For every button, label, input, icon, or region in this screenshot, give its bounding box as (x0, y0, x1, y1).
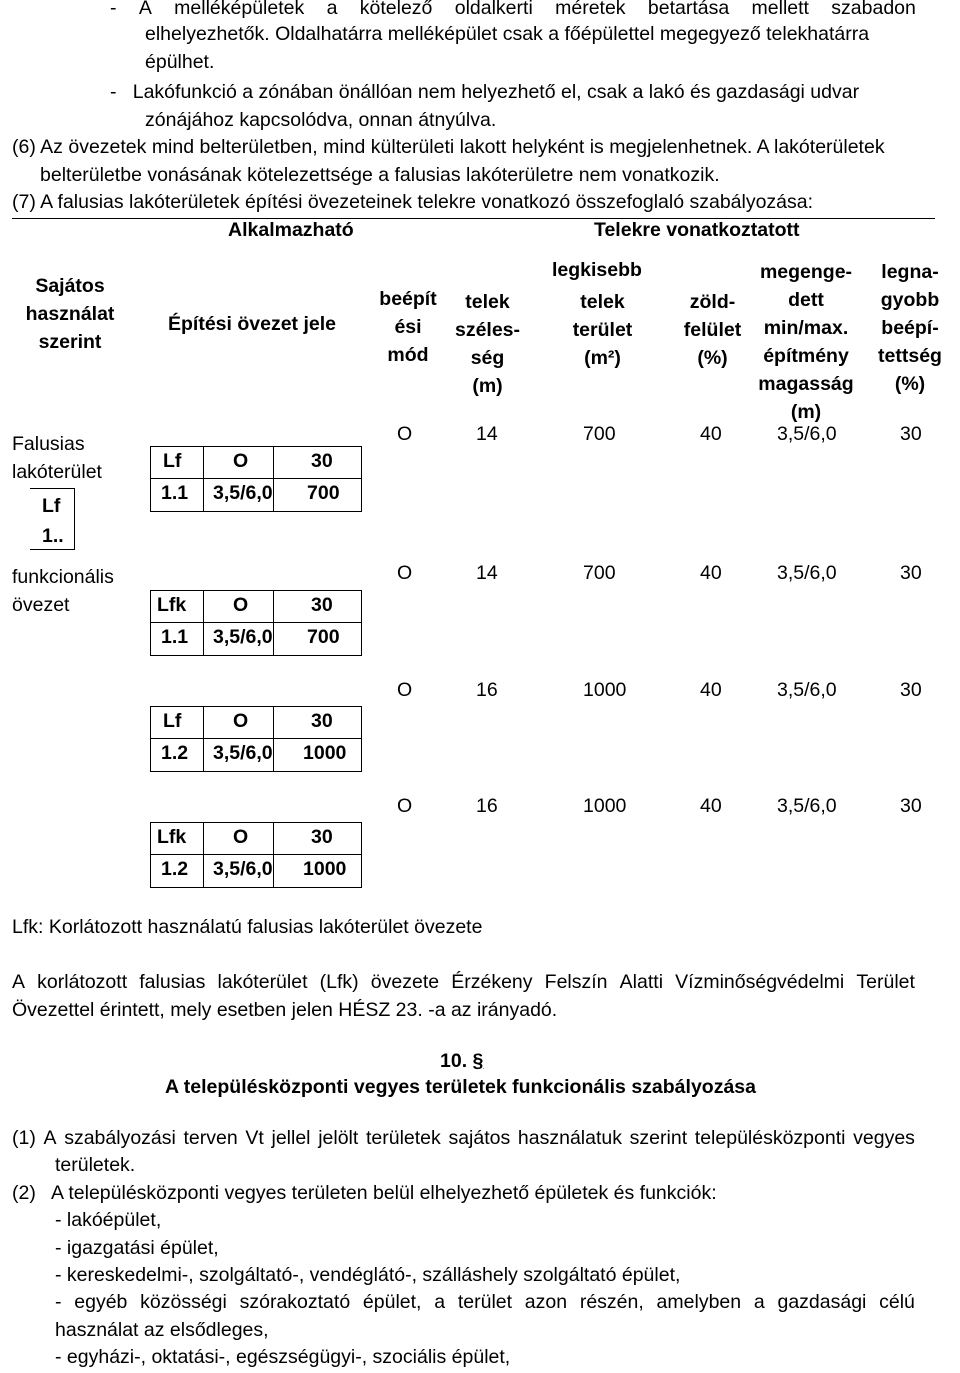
table-cell: O (397, 562, 413, 584)
item-1-line-1 (12, 1126, 915, 1150)
zone-num: 1.2 (161, 742, 189, 764)
word: méretek (555, 0, 626, 19)
table-cell: 3,5/6,0 (777, 795, 837, 817)
table-cell: O (397, 795, 413, 817)
table-cell: 16 (476, 679, 498, 701)
zone-pct: 30 (311, 710, 333, 732)
word: A (43, 1127, 57, 1149)
table-cell: 14 (476, 423, 498, 445)
word: - (110, 0, 117, 19)
zone-mode: O (233, 450, 249, 472)
word: szabadon (831, 0, 916, 19)
table-cell: 30 (900, 562, 922, 584)
word: jelölt (318, 1127, 359, 1149)
col-legnagyobb: legna- gyobb beépí- tettség (%) (878, 261, 942, 395)
header-alkalmazhato: Alkalmazható (228, 219, 354, 241)
word: Terület (856, 971, 915, 993)
word: egyéb (74, 1291, 128, 1313)
usage-falusias: Falusias lakóterület (12, 433, 102, 483)
word: vegyes (853, 1127, 915, 1149)
word: a (434, 1291, 446, 1313)
table-cell: 3,5/6,0 (777, 423, 837, 445)
paragraph-lfk-line-2: Övezettel érintett, mely esetben jelen HÉSZ 23. -a az irányadó. (12, 999, 558, 1021)
table-cell: 700 (583, 423, 616, 445)
paragraph-6: (6) Az övezetek mind belterületben, mind külterületi lakott helyként is megjelenhetnek. A lakóterületek (12, 136, 885, 158)
table-cell: 30 (900, 795, 922, 817)
word: falusias (139, 971, 206, 993)
word: Felszín (544, 971, 608, 993)
intro-line-3: épülhet. (145, 51, 215, 73)
zone-code: Lf (163, 710, 182, 732)
zone-code: Lf (163, 450, 182, 472)
table-cell: O (397, 679, 413, 701)
zone-pct: 30 (311, 450, 333, 472)
zone-pct: 30 (311, 594, 333, 616)
word: célú (879, 1291, 915, 1313)
word: melléképületek (174, 0, 305, 19)
word: szórakoztató (239, 1291, 351, 1313)
word: területek (365, 1127, 441, 1149)
word: övezete (370, 971, 440, 993)
zone-code-box (150, 822, 362, 888)
word: sajátos (448, 1127, 511, 1149)
word: terven (183, 1127, 238, 1149)
item-1-line-2: területek. (55, 1154, 136, 1176)
table-cell: 40 (700, 423, 722, 445)
zone-mode: O (233, 594, 249, 616)
col-megengedett: megenge- dett min/max. építmény magasság (m) (758, 261, 854, 423)
col-telek-terulet: telek terület (m²) (572, 291, 633, 369)
usage-lf-number: 1.. (42, 525, 64, 547)
word: betartása (647, 0, 730, 19)
list-item-egyhazi: - egyházi-, oktatási-, egészségügyi-, szociális épület, (55, 1346, 511, 1368)
word: kötelező (359, 0, 433, 19)
zone-area: 1000 (303, 742, 347, 764)
zone-pct: 30 (311, 826, 333, 848)
table-cell: 3,5/6,0 (777, 679, 837, 701)
word: terület (457, 1291, 513, 1313)
item-2-line-1: (2) A településközponti vegyes területen belül elhelyezhető épületek és funkciók: (12, 1182, 717, 1204)
list-item-kozossegi-cont: használat az elsődleges, (55, 1319, 269, 1341)
list-item-kozossegi (55, 1290, 915, 1314)
list-item-kereskedelmi: - kereskedelmi-, szolgáltató-, vendéglátó-, szálláshely szolgáltató épület, (55, 1264, 681, 1286)
word: A (12, 971, 26, 993)
zone-code-box (150, 706, 362, 772)
zone-height: 3,5/6,0 (213, 482, 273, 504)
col-sajatos: Sajátos használat szerint (25, 275, 115, 353)
paragraph-lfk-line-1 (12, 970, 915, 994)
list-item-lakoepulet: - lakóépület, (55, 1209, 162, 1231)
word: közösségi (140, 1291, 227, 1313)
word: gazdasági (777, 1291, 867, 1313)
table-cell: 40 (700, 562, 722, 584)
word: Vt (245, 1127, 264, 1149)
zone-code: Lfk (157, 826, 187, 848)
table-cell: 30 (900, 423, 922, 445)
intro-line-5: zónájához kapcsolódva, onnan átnyúlva. (145, 109, 497, 131)
word: amelyben (656, 1291, 742, 1313)
table-cell: 1000 (583, 679, 627, 701)
word: a (326, 0, 338, 19)
zone-area: 1000 (303, 858, 347, 880)
zone-area: 700 (307, 626, 340, 648)
table-cell: 40 (700, 795, 722, 817)
usage-funkcionalis: funkcionális övezet (12, 566, 114, 616)
word: - (55, 1291, 62, 1313)
word: részén, (579, 1291, 644, 1313)
zone-mode: O (233, 826, 249, 848)
word: (Lfk) (319, 971, 359, 993)
intro-line-2: elhelyezhetők. Oldalhatárra melléképület csak a főépülettel megegyező telekhatárra (145, 23, 870, 45)
section-title: A településközponti vegyes területek funkcionális szabályozása (165, 1076, 756, 1098)
word: szerint (629, 1127, 688, 1149)
word: használatuk (517, 1127, 622, 1149)
zone-num: 1.1 (161, 626, 189, 648)
table-cell: O (397, 423, 413, 445)
header-telekre: Telekre vonatkoztatott (594, 219, 800, 241)
col-epitesi-jele: Építési övezet jele (168, 313, 336, 335)
zone-height: 3,5/6,0 (213, 858, 273, 880)
word: jellel (271, 1127, 311, 1149)
zone-num: 1.1 (161, 482, 189, 504)
word: korlátozott (37, 971, 128, 993)
zone-code-box (150, 446, 362, 512)
col-beepitesi-mod: beépít ési mód (379, 288, 437, 366)
col-legkisebb: legkisebb (552, 259, 642, 281)
intro-line-1 (110, 0, 916, 20)
section-number: 10. § (440, 1050, 484, 1072)
table-cell: 14 (476, 562, 498, 584)
footnote: Lfk: Korlátozott használatú falusias lakóterület övezete (12, 916, 483, 938)
zone-area: 700 (307, 482, 340, 504)
paragraph-7: (7) A falusias lakóterületek építési övezeteinek telekre vonatkozó összefoglaló szabályozása: (12, 191, 814, 213)
table-cell: 30 (900, 679, 922, 701)
paragraph-6-cont: belterületbe vonásának kötelezettsége a falusias lakóterületre nem vonatkozik. (40, 164, 720, 186)
word: a (753, 1291, 765, 1313)
list-item-igazgatasi: - igazgatási épület, (55, 1237, 219, 1259)
word: településközponti (694, 1127, 846, 1149)
intro-line-4: - Lakófunkció a zónában önállóan nem helyezhető el, csak a lakó és gazdasági udvar (110, 81, 860, 103)
word: A (138, 0, 152, 19)
table-cell: 16 (476, 795, 498, 817)
table-cell: 1000 (583, 795, 627, 817)
zone-mode: O (233, 710, 249, 732)
col-telek-szelesseg: telek széles- ség (m) (454, 291, 521, 397)
word: (1) (12, 1127, 36, 1149)
zone-code: Lfk (157, 594, 187, 616)
table-cell: 700 (583, 562, 616, 584)
zone-height: 3,5/6,0 (213, 742, 273, 764)
zone-code-box (150, 590, 362, 656)
word: szabályozási (64, 1127, 176, 1149)
word: azon (524, 1291, 568, 1313)
zone-num: 1.2 (161, 858, 189, 880)
word: épület, (362, 1291, 422, 1313)
word: mellett (751, 0, 809, 19)
usage-lf: Lf (42, 495, 61, 517)
word: Vízminőségvédelmi (675, 971, 845, 993)
table-cell: 3,5/6,0 (777, 562, 837, 584)
zone-height: 3,5/6,0 (213, 626, 273, 648)
col-zoldfelulet: zöld- felület (%) (683, 291, 742, 369)
word: Alatti (619, 971, 664, 993)
table-cell: 40 (700, 679, 722, 701)
word: lakóterület (217, 971, 308, 993)
word: Érzékeny (451, 971, 533, 993)
word: oldalkerti (454, 0, 533, 19)
